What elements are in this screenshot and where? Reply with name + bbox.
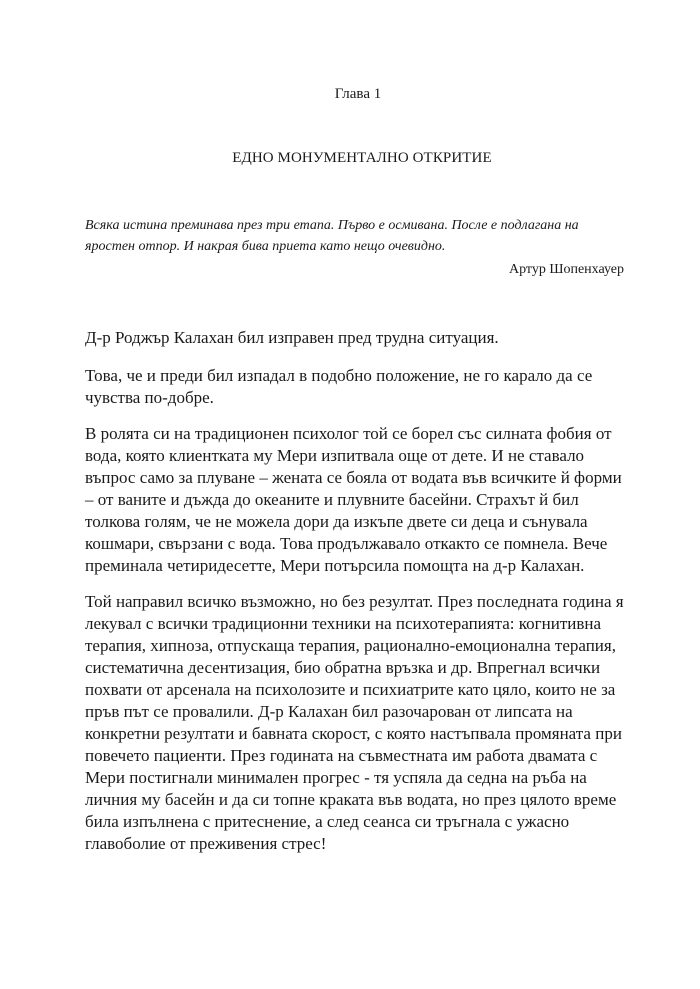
paragraph-3: В ролята си на традиционен психолог той се борел със силната фобия от вода, която клиентката му Мери изпитвала още от дете. И не ставало въпрос само за плуване – жената се бояла от водата във всичките й форми – от ваните и дъжда до океаните и плувните басейни. Страхът й бил толкова голям, че не можела дори да изкъпе двете си деца и сънувала кошмари, свързани с вода. Това продължавало откакто се помнела. Вече преминала четиридесетте, Мери потърсила помощта на д-р Калахан.: [85, 424, 622, 575]
paragraph-2: Това, че и преди бил изпадал в подобно положение, не го карало да се чувства по-добре.: [85, 366, 593, 407]
body-text: [85, 327, 625, 869]
chapter-title: ЕДНО МОНУМЕНТАЛНО ОТКРИТИЕ: [232, 150, 492, 166]
chapter-label: Глава 1: [334, 86, 382, 102]
epigraph-author: Артур Шопенхауер: [508, 262, 624, 277]
epigraph-quote: Всяка истина преминава през три етапа. Първо е осмивана. После е подлагана на яростен отпор. И накрая бива приета като нещо очевидно.: [85, 218, 579, 254]
paragraph-1: Д-р Роджър Калахан бил изправен пред трудна ситуация.: [85, 328, 499, 347]
paragraph-4: Той направил всичко възможно, но без резултат. През последната година я лекувал с всички традиционни техники на психотерапията: когнитивна терапия, хипноза, отпускаща терапия, рационално-емоционална терапия, систематична десентизация, био обратна връзка и др. Впрегнал всички похвати от арсенала на психолозите и психиатрите като цяло, които не за пръв път се провалили. Д-р Калахан бил разочарован от липсата на конкретни резултати и бавната скорост, с която настъпвала промяната при повечето пациенти. През годината на съвместната им работа двамата с Мери постигнали минимален прогрес - тя успяла да седна на ръба на личния му басейн и да си топне краката във водата, но през цялото време била изпълнена с притеснение, а след сеанса си тръгнала с ужасно главоболие от преживения стрес!: [85, 592, 624, 853]
